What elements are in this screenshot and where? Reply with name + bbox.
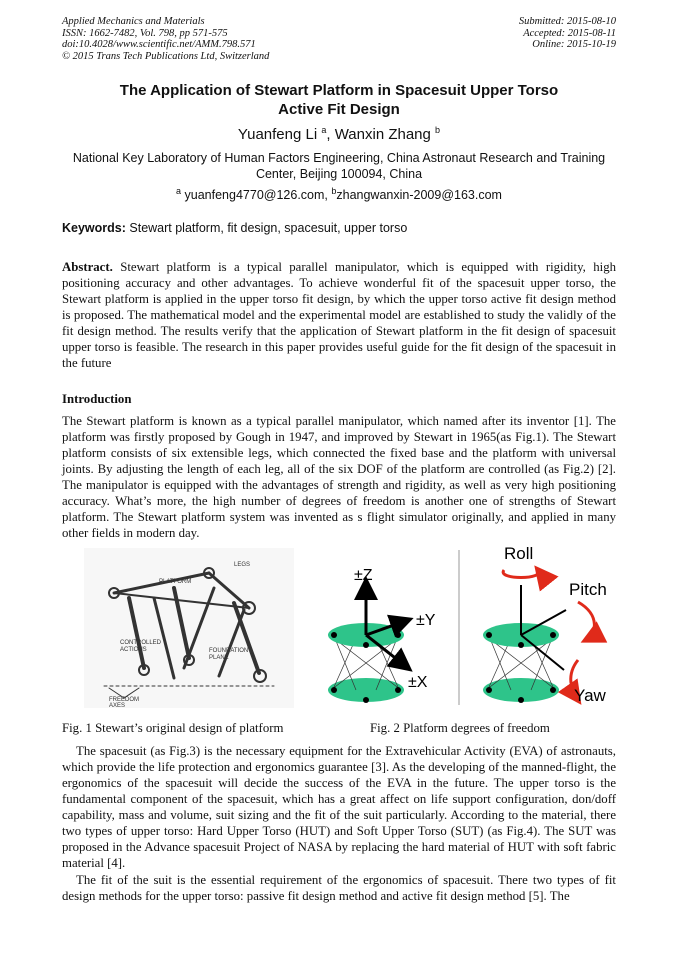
fig1-label-actions: ACTIONS [120,647,147,653]
fig1-label-controlled: CONTROLLED [120,640,162,646]
author-name: Yuanfeng Li [237,126,318,143]
abstract-text: Stewart platform is a typical parallel manipulator, which is equipped with rigidity, high positioning accuracy and other advantages. To achieve wonderful fit of the spacesuit upper torso, the Stewart platform is applied in the upper torso fit design, by which the upper torso active fit design method is proposed. The mathematical model and the experimental model are established to study the validly of the fit design method. The results verify that the application of Stewart platform in the fit design of spacesuit upper torso is feasible. The research in this paper provides useful guide for the fit design of the spacesuit in the future [62,260,616,370]
roll-label: Roll [504,544,534,563]
fig1-label-plane: PLANE [209,655,229,661]
stewart-original-drawing [84,548,294,708]
z-axis-label: ±Z [354,567,373,584]
online-date: Online: 2015-10-19 [532,39,616,50]
fig1-label-freedom: FREEDOM [109,697,139,703]
keywords-text: Stewart platform, fit design, spacesuit, upper torso [125,221,408,235]
email-link[interactable]: yuanfeng4770@126.com [184,188,325,203]
author-superscript: b [435,125,441,135]
pitch-rotation-icon [578,602,594,640]
fig1-label-axes: AXES [109,703,126,708]
abstract-label: Abstract. [62,260,113,274]
issn-line: ISSN: 1662-7482, Vol. 798, pp 571-575 [62,27,228,39]
author-emails [62,186,616,202]
yaw-label: Yaw [574,686,606,705]
intro-paragraph-2: The spacesuit (as Fig.3) is the necessary equipment for the Extravehicular Activity (EVA) of astronauts, which provide the life protection and ergonomics guarantee [3]. As the developing of the manned-flight, the ergonomics of the spacesuit will decide the success of the EVA in the future. The upper torso is the fundamental component of the spacesuit, which has a great affect on life support configuration, don/doff capability, mass and volume, suit sizing and the fit of the suit particularly. According to the material, there two types of upper torso: Hard Upper Torso (HUT) and Soft Upper Torso (SUT) (as Fig.4). The SUT was proposed in the Advance spacesuit Project of NASA by replacing the hard material of HUT with soft fabric material [4]. [62,744,616,870]
email-superscript: b [331,186,337,196]
author-superscript: a [321,125,327,135]
title-line-1: The Application of Stewart Platform in Spacesuit Upper Torso [119,82,559,99]
keywords-label: Keywords: [62,221,126,235]
author-list [62,125,616,143]
email-separator: , [324,188,332,203]
submitted-date: Submitted: 2015-08-10 [518,16,616,27]
fig1-label-foundation: FOUNDATION [209,648,249,654]
figure-1-image [84,548,294,708]
author-name: Wanxin Zhang [334,126,431,143]
dof-diagram [316,540,616,710]
y-axis-label: ±Y [416,612,436,629]
paper-title [62,81,616,119]
pitch-label: Pitch [569,580,607,599]
x-axis-label: ±X [408,674,428,691]
accepted-date: Accepted: 2015-08-11 [523,27,616,39]
intro-paragraph-3: The fit of the suit is the essential requirement of the ergonomics of spacesuit. There two types of fit design methods for the upper torso: passive fit design method and active fit design method [5]. The [62,873,616,903]
email-link[interactable]: zhangwanxin-2009@163.com [336,188,502,203]
copyright-line: © 2015 Trans Tech Publications Ltd, Switzerland [62,50,270,62]
fig1-label-legs: LEGS [234,562,251,568]
fig1-label-platform: PLATFORM [159,579,192,585]
email-superscript: a [176,186,182,196]
affiliation: National Key Laboratory of Human Factors Engineering, China Astronaut Research and Training Center, Beijing 100094, China [72,151,606,181]
section-heading: Introduction [62,392,132,406]
figure-1-caption: Fig. 1 Stewart’s original design of platform [62,721,284,735]
title-line-2: Active Fit Design [278,101,400,118]
abstract [62,259,616,371]
journal-header [62,16,269,62]
keywords [62,221,616,235]
platform-left [328,582,408,703]
figure-2-caption: Fig. 2 Platform degrees of freedom [370,721,550,735]
journal-name: Applied Mechanics and Materials [62,16,205,27]
roll-rotation-icon [503,570,539,578]
dates-header [519,16,616,51]
author-separator: , [326,126,335,143]
doi-line: doi:10.4028/www.scientific.net/AMM.798.571 [62,39,256,50]
figure-2-image [316,540,616,710]
intro-paragraph-1: The Stewart platform is known as a typical parallel manipulator, which named after its inventor [1]. The platform was firstly proposed by Gough in 1947, and improved by Stewart in 1965(as Fig.1). The Stewart platform consists of six extensible legs, which connected the fixed base and the platform with universal joints. By adjusting the length of each leg, all of the six DOF of the platform are controlled (as Fig.2) [2]. The manipulator is equipped with the advantages of strength and rigidity, as well as very high positioning accuracy. What’s more, the high number of degrees of freedom is another one of strengths of Stewart platform. The Stewart platform system was invented as s flight simulator originally, and applied in many other fields in modern day. [62,414,616,540]
